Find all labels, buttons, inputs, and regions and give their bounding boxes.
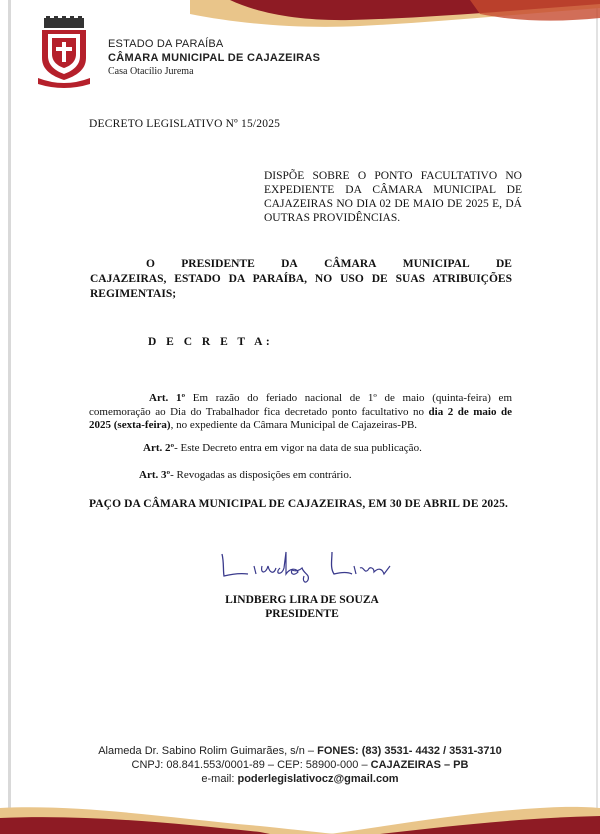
preamble-word: PRESIDENTE (181, 258, 255, 270)
article-1-text-a: Em razão do feriado nacional de 1º de maio (quinta-feira) em comemoração ao Dia do Trabalhador fica decretado ponto facultativo no (89, 392, 513, 418)
preamble-first-line (90, 257, 512, 272)
preamble-word: CÂMARA (324, 258, 377, 270)
signer-block (222, 593, 382, 621)
house-name: Casa Otacílio Jurema (108, 66, 194, 77)
article-3 (139, 469, 352, 481)
footer-cnpj: CNPJ: 08.841.553/0001-89 – CEP: 58900-000 – (131, 759, 371, 771)
article-1-text-b: , no expediente da Câmara Municipal de Cajazeiras-PB. (170, 419, 418, 431)
article-3-text: - Revogadas as disposições em contrário. (170, 469, 352, 481)
article-2-text: - Este Decreto entra em vigor na data de sua publicação. (174, 442, 422, 454)
footer-email: poderlegislativocz@gmail.com (237, 773, 399, 785)
footer-address: Alameda Dr. Sabino Rolim Guimarães, s/n – (98, 745, 318, 757)
footer-cnpj-line (0, 758, 600, 772)
article-1-label: Art. 1º (149, 392, 186, 404)
issuance-place-date: PAÇO DA CÂMARA MUNICIPAL DE CAJAZEIRAS, EM 30 DE ABRIL DE 2025. (89, 498, 508, 510)
preamble-word: O (146, 258, 155, 270)
letterhead (108, 37, 320, 79)
page-border-left (8, 0, 11, 834)
article-1-date: dia 2 de maio de 2025 (sexta-feira) (89, 405, 512, 431)
footer-wave-decoration (0, 774, 600, 834)
preamble (90, 257, 512, 302)
article-3-label: Art. 3º (139, 469, 171, 481)
chamber-crest-icon (36, 16, 92, 88)
footer-email-label: e-mail: (201, 773, 238, 785)
handwritten-signature (214, 544, 394, 584)
preamble-rest: CAJAZEIRAS, ESTADO DA PARAÍBA, NO USO DE SUAS ATRIBUIÇÕES REGIMENTAIS; (90, 273, 512, 300)
preamble-word: DE (495, 258, 512, 270)
preamble-word: MUNICIPAL (402, 258, 470, 270)
chamber-name: CÂMARA MUNICIPAL DE CAJAZEIRAS (108, 52, 321, 64)
decree-number: DECRETO LEGISLATIVO Nº 15/2025 (89, 118, 281, 130)
preamble-word: DA (281, 258, 298, 270)
article-2 (143, 442, 422, 454)
decreta-heading: D E C R E T A: (148, 336, 274, 348)
decree-summary: DISPÕE SOBRE O PONTO FACULTATIVO NO EXPEDIENTE DA CÂMARA MUNICIPAL DE CAJAZEIRAS NO DIA 02 DE MAIO DE 2025 E, DÁ OUTRAS PROVIDÊNCIAS. (264, 170, 522, 224)
footer-address-line (0, 744, 600, 758)
footer-phones: FONES: (83) 3531- 4432 / 3531-3710 (317, 745, 502, 757)
page-border-right (596, 0, 598, 834)
state-name: ESTADO DA PARAÍBA (108, 38, 224, 50)
footer-city: CAJAZEIRAS – PB (370, 759, 469, 771)
article-1 (89, 392, 512, 433)
signer-title: PRESIDENTE (265, 608, 339, 620)
article-2-label: Art. 2º (143, 442, 175, 454)
signer-name: LINDBERG LIRA DE SOUZA (225, 594, 379, 606)
